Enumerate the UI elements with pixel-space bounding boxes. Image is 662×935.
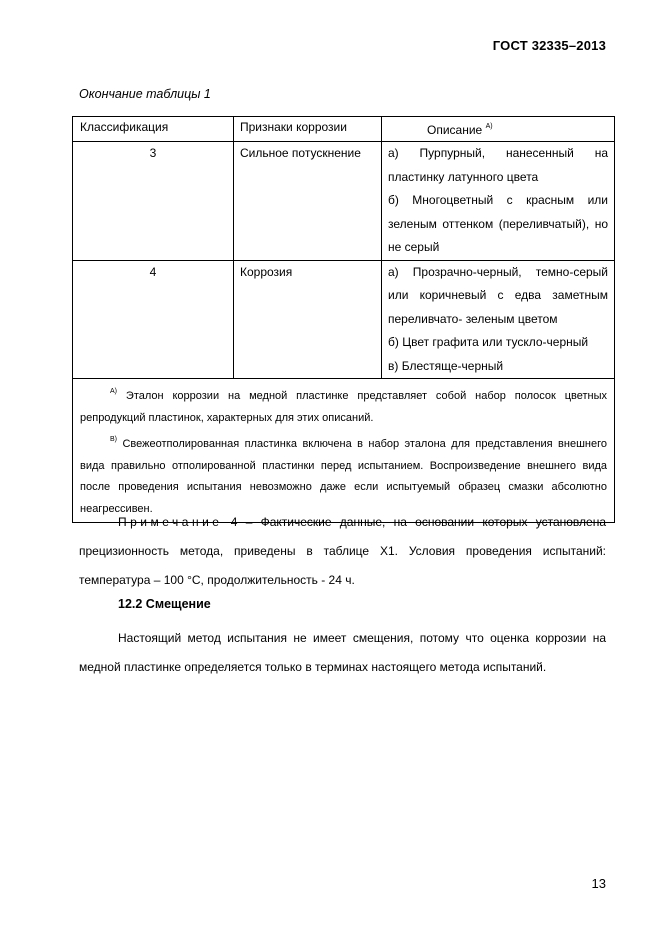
corrosion-sign-cell: Коррозия	[234, 260, 382, 379]
note-text: – Фактические данные, на основании которых установлена прецизионность метода, приведены в таблице Х1. Условия проведения испытаний: температура – 100 °С, продолжительность - 24 ч.	[79, 515, 606, 587]
description-cell	[382, 260, 615, 379]
description-item: б) Цвет графита или тускло-черный	[388, 335, 589, 349]
table-note	[80, 429, 607, 520]
col-description-label: Описание	[427, 123, 483, 137]
table-row	[73, 142, 615, 261]
footnote-marker: А)	[485, 123, 493, 130]
table-note-text: Свежеотполированная пластинка включена в набор эталона для представления внешнего вида правильно отполированной пластинки перед испытанием. Воспроизведение внешнего вида после проведения испытания невозможно даже если испытуемый образец смазки абсолютно неагрессивен.	[80, 438, 607, 515]
table-notes-cell	[73, 379, 615, 523]
corrosion-sign-cell: Сильное потускнение	[234, 142, 382, 261]
description-item: а) Прозрачно-черный, темно-серый или коричневый с едва заметным переливчато- зеленым цветом	[388, 264, 608, 326]
table-caption: Окончание таблицы 1	[79, 87, 211, 101]
table-note-text: Эталон коррозии на медной пластинке представляет собой набор полосок цветных репродукций пластинок, характерных для этих описаний.	[80, 390, 607, 424]
note-number: 4	[230, 515, 238, 529]
description-item: а) Пурпурный, нанесенный на пластинку латунного цвета	[388, 146, 608, 184]
table-note	[80, 381, 607, 429]
description-item: б) Многоцветный с красным или зеленым оттенком (переливчатый), но не серый	[388, 193, 608, 254]
col-classification-header: Классификация	[73, 117, 234, 142]
section-title: 12.2 Смещение	[118, 597, 211, 611]
standard-code-header: ГОСТ 32335–2013	[492, 38, 606, 53]
page-number: 13	[591, 876, 606, 891]
note-4-paragraph	[79, 508, 606, 595]
table-header-row	[73, 117, 615, 142]
footnote-marker: В)	[110, 436, 117, 443]
classification-cell: 3	[73, 142, 234, 261]
table-row	[73, 260, 615, 379]
description-cell	[382, 142, 615, 261]
note-label: Примечание	[118, 515, 223, 529]
description-item: в) Блестяще-черный	[388, 358, 504, 373]
col-signs-header: Признаки коррозии	[234, 117, 382, 142]
corrosion-classification-table	[72, 116, 615, 523]
table-notes-row	[73, 379, 615, 523]
classification-cell: 4	[73, 260, 234, 379]
col-description-header	[382, 117, 615, 142]
footnote-marker: А)	[110, 388, 117, 395]
section-paragraph: Настоящий метод испытания не имеет смещения, потому что оценка коррозии на медной пластинке определяется только в терминах настоящего метода испытаний.	[79, 631, 606, 674]
